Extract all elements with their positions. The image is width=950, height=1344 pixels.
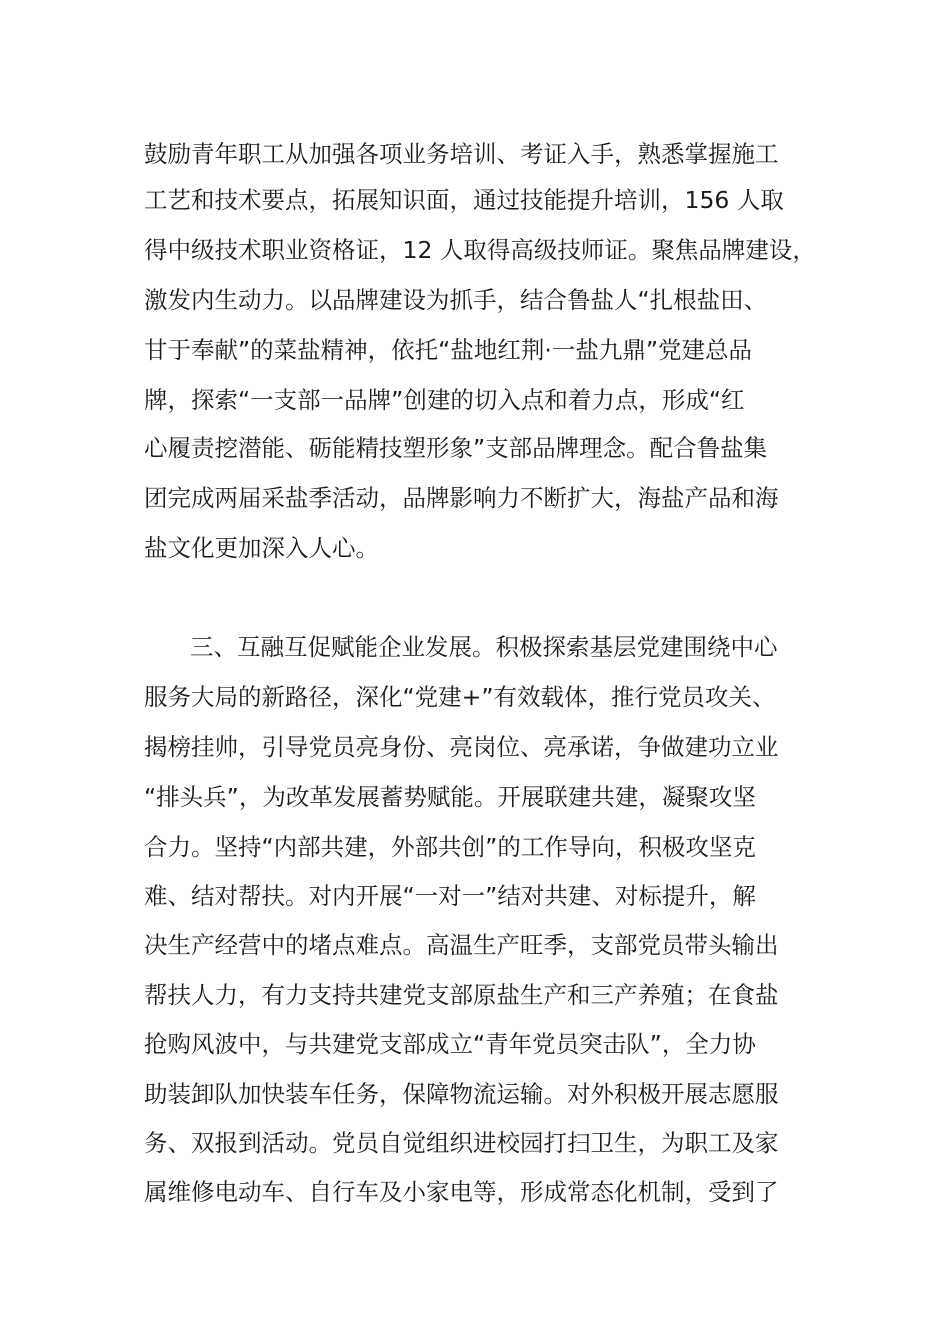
paragraph-2-line-2: 服务大局的新路径，深化“党建+”有效载体，推行党员攻关、 [144,683,776,711]
paragraph-1-line-8: 团完成两届采盐季活动，品牌影响力不断扩大，海盐产品和海 [144,484,779,512]
paragraph-1-line-5: 甘于奉献”的菜盐精神，依托“盐地红荆·一盐九鼎”党建总品 [144,336,752,364]
paragraph-2-line-7: 决生产经营中的堵点难点。高温生产旺季，支部党员带头输出 [144,931,779,959]
paragraph-2-line-4: “排头兵”，为改革发展蓄势赋能。开展联建共建，凝聚攻坚 [144,783,756,811]
paragraph-1-line-6: 牌，探索“一支部一品牌”创建的切入点和着力点，形成“红 [144,386,745,414]
paragraph-2-line-11: 务、双报到活动。党员自觉组织进校园打扫卫生，为职工及家 [144,1129,779,1157]
paragraph-2-line-3: 揭榜挂帅，引导党员亮身份、亮岗位、亮承诺，争做建功立业 [144,733,779,761]
paragraph-1-line-4: 激发内生动力。以品牌建设为抓手，结合鲁盐人“扎根盐田、 [144,286,768,314]
paragraph-2-line-1: 三、互融互促赋能企业发展。积极探索基层党建围绕中心 [190,633,778,661]
paragraph-1-line-1: 鼓励青年职工从加强各项业务培训、考证入手，熟悉掌握施工 [144,140,779,168]
paragraph-1-line-7: 心履责挖潜能、砺能精技塑形象”支部品牌理念。配合鲁盐集 [144,434,768,462]
paragraph-1-line-2: 工艺和技术要点，拓展知识面，通过技能提升培训，156 人取 [144,186,784,214]
paragraph-2-line-9: 抢购风波中，与共建党支部成立“青年党员突击队”，全力协 [144,1030,756,1058]
paragraph-2-line-10: 助装卸队加快装车任务，保障物流运输。对外积极开展志愿服 [144,1080,779,1108]
paragraph-2-line-8: 帮扶人力，有力支持共建党支部原盐生产和三产养殖；在食盐 [144,981,779,1009]
paragraph-1-line-9: 盐文化更加深入人心。 [144,534,379,562]
paragraph-1-line-3: 得中级技术职业资格证，12 人取得高级技师证。聚焦品牌建设， [144,236,816,264]
paragraph-2-line-5: 合力。坚持“内部共建，外部共创”的工作导向，积极攻坚克 [144,833,756,861]
paragraph-2-line-12: 属维修电动车、自行车及小家电等，形成常态化机制，受到了 [144,1178,779,1206]
paragraph-2-line-6: 难、结对帮扶。对内开展“一对一”结对共建、对标提升，解 [144,882,756,910]
